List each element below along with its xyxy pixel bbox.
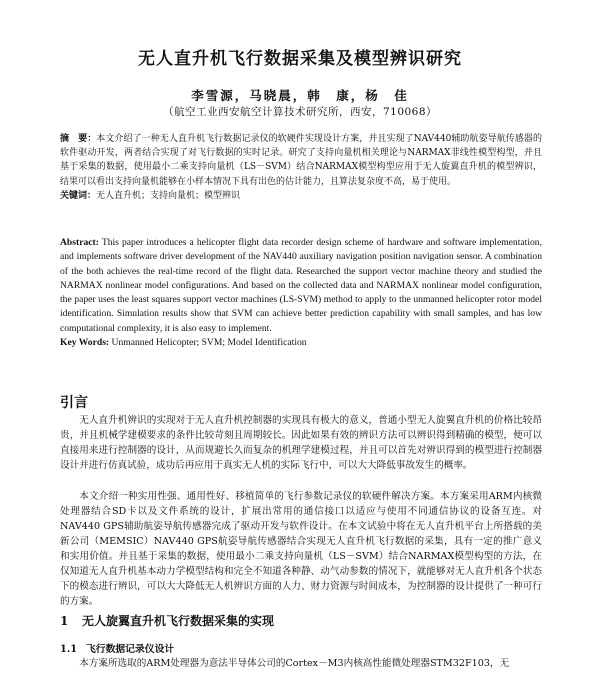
intro-paragraph-2: 本文介绍一种实用性强、通用性好、移植简单的飞行参数记录仪的软硬件解决方案。本方案采用ARM内核微处理器结合SD卡以及文件系统的设计，扩展出常用的通信接口以适应与使用不同通信协议的设备互连。对NAV440 GPS辅助航姿导航传感器完成了驱动开发与软件设计。在本文试验中将在无人直升机平台上所搭载的美新公司（MEMSIC）NAV440 GPS航姿导航传感器结合实现无人直升机飞行数据的采集，具有一定的推广意义和实用价值。并且基于采集的数据，使用最小二乘支持向量机（LS－SVM）结合NARMAX模型构型的方法，在仅知道无人直升机基本动力学模型结构和完全不知道各种静、动气动参数的情况下，就能够对无人直升机各个状态下的模态进行辨识，可以大大降低无人机辨识方面的人力、财力资源与时间成本，为控制器的设计提供了一种可行的方案。 — [60, 491, 542, 607]
keywords-en-text: Unmanned Helicopter; SVM; Model Identification — [111, 337, 307, 349]
section-1-1-paragraph: 本方案所选取的ARM处理器为意法半导体公司的Cortex－M3内核高性能微处理器STM32F103，无 — [79, 658, 510, 669]
abstract-english — [60, 236, 542, 350]
abstract-cn-label: 摘 要： — [60, 134, 97, 144]
keywords-en-label: Key Words: — [60, 337, 110, 349]
keywords-cn-text: 无人直升机；支持向量机；模型辨识 — [96, 190, 241, 201]
section-1-1-heading — [60, 641, 174, 655]
keywords-cn-label: 关键词： — [60, 190, 97, 201]
section-1-1-number: 1.1 — [60, 644, 78, 655]
abstract-chinese — [60, 132, 542, 203]
abstract-en-label: Abstract: — [60, 237, 99, 248]
section-1-heading — [60, 612, 274, 629]
section-1-number: 1 — [60, 614, 69, 628]
paper-affiliation: （航空工业西安航空计算技术研究所，西安，710068） — [162, 106, 438, 118]
section-intro-heading: 引言 — [60, 395, 88, 411]
paper-authors: 李雪源，马晓晨，韩 康，杨 佳 — [191, 88, 409, 103]
section-1-1-title: 飞行数据记录仪设计 — [86, 644, 175, 655]
paper-title: 无人直升机飞行数据采集及模型辨识研究 — [138, 49, 462, 69]
intro-paragraph-1: 无人直升机辨识的实现对于无人直升机控制器的实现具有极大的意义，普通小型无人旋翼直升机的价格比较昂贵，并且机械学建模要求的条件比较苛刻且周期较长。因此如果有效的辨识方法可以辨识得到精确的模型，便可以直接用来进行控制器的设计，从而规避长久而复杂的机理学建模过程，并且可以首先对辨识得到的模型进行控制器设计并进行仿真试验，成功后再应用于真实无人机的实际飞行中，可以大大降低事故发生的概率。 — [60, 415, 542, 471]
keywords-english — [60, 336, 542, 350]
keywords-chinese — [60, 189, 542, 203]
abstract-en-text: This paper introduces a helicopter flight data recorder design scheme of hardware and software implementation, and implements software driver development of the NAV440 auxiliary navigation position navigation sensor. A combination of the both achieves the real-time record of the flight data. Researched the support vector machine theory and studied the NARMAX nonlinear model configurations. And based on the collected data and NARMAX nonlinear model configuration, the paper uses the least squares support vector machines (LS-SVM) method to apply to the unmanned helicopter rotor model identification. Simulation results show that SVM can achieve better prediction capability with small samples, and has low computational complexity, it is also easy to implement. — [60, 237, 542, 334]
section-1-title: 无人旋翼直升机飞行数据采集的实现 — [82, 614, 275, 628]
abstract-cn-text: 本文介绍了一种无人直升机飞行数据记录仪的软硬件实现设计方案，并且实现了NAV440辅助航姿导航传感器的软件驱动开发，两者结合实现了对飞行数据的实时记录。研究了支持向量机相关理论与NARMAX非线性模型构型，并且基于采集的数据，使用最小二乘支持向量机（LS－SVM）结合NARMAX模型构型应用于无人旋翼直升机的模型辨识，结果可以看出支持向量机能够在小样本情况下具有出色的估计能力，且算法复杂度不高，易于使用。 — [60, 134, 542, 187]
